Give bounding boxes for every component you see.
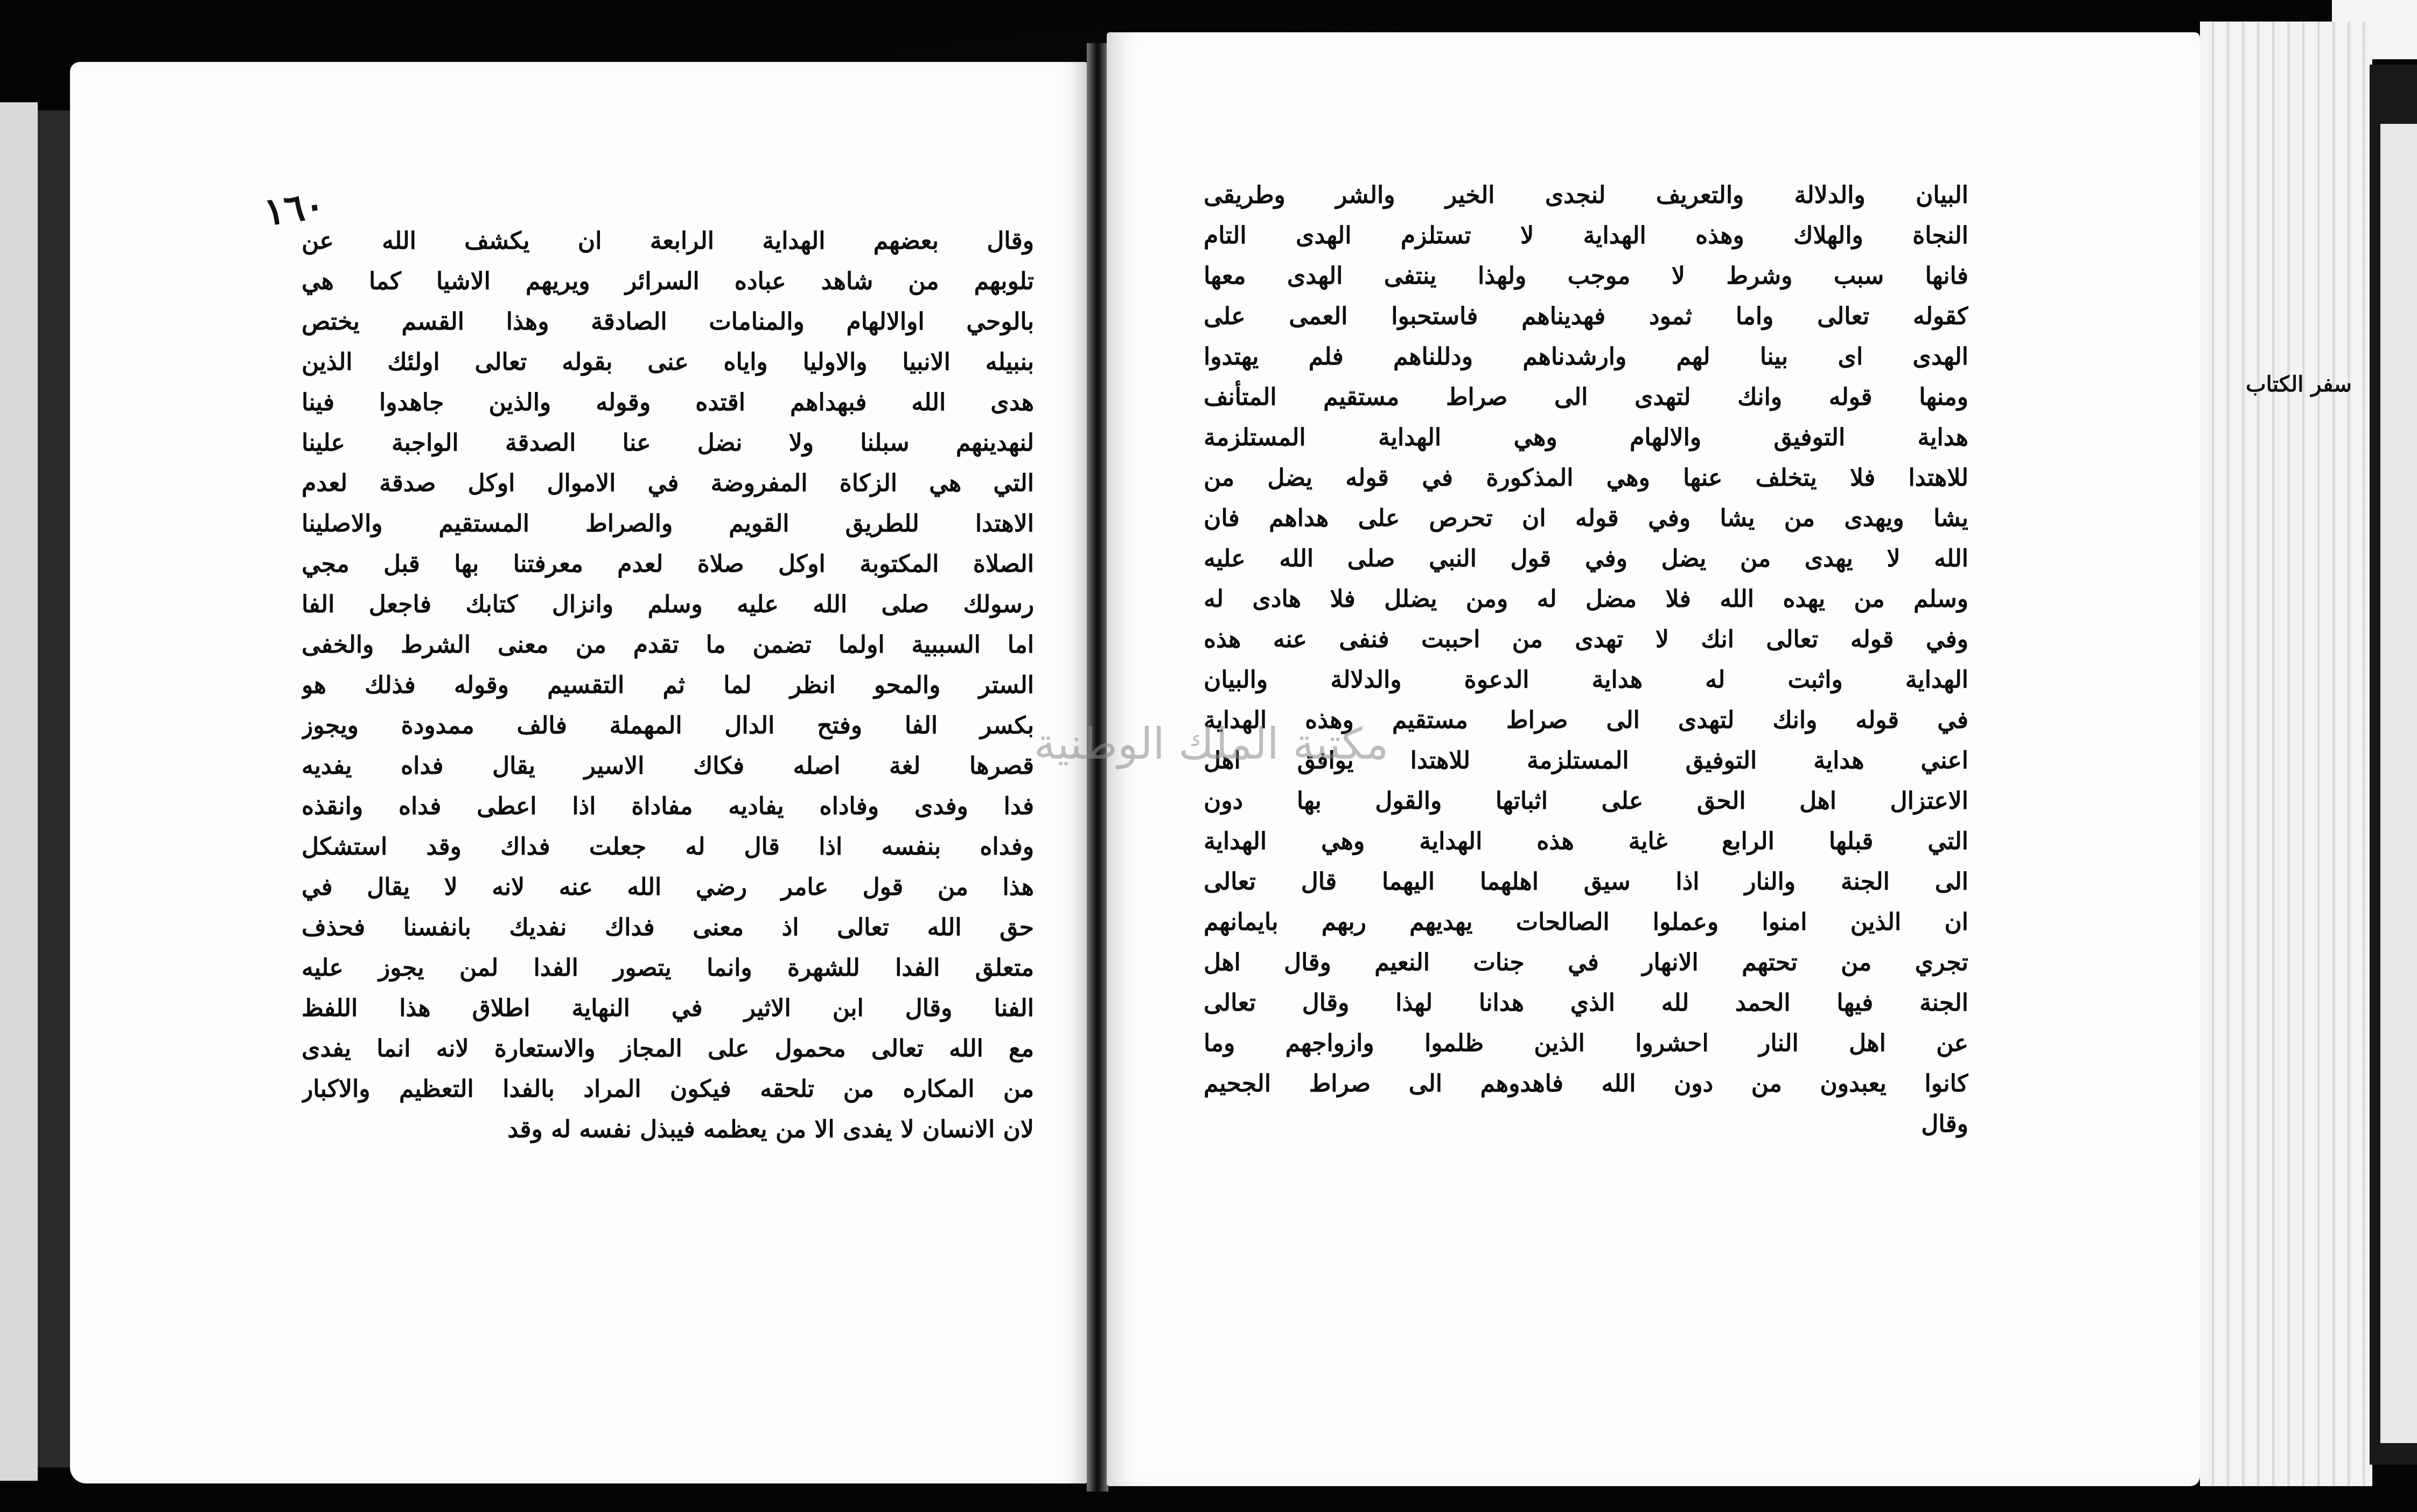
manuscript-line: النجاة والهلاك وهذه الهداية لا تستلزم الهدى التام (1204, 222, 1968, 249)
manuscript-line: اما السببية اولما تضمن ما تقدم من معنى الشرط والخفى (302, 631, 1034, 659)
manuscript-line: بكسر الفا وفتح الدال المهملة فالف ممدودة ويجوز (302, 712, 1034, 739)
manuscript-line: البيان والدلالة والتعريف لنجدى الخير والشر وطريقى (1204, 181, 1968, 209)
manuscript-line: للاهتدا فلا يتخلف عنها وهي المذكورة في قوله يضل من (1204, 464, 1968, 492)
manuscript-line: من المكاره من تلحقه فيكون المراد بالفدا التعظيم والاكبار (302, 1075, 1034, 1103)
left-page-text (302, 221, 1034, 1150)
manuscript-line: مع الله تعالى محمول على المجاز والاستعارة لانه انما يفدى (302, 1035, 1034, 1062)
folio-number: ١٦٠ (261, 181, 328, 235)
manuscript-line: الستر والمحو انظر لما ثم التقسيم وقوله فذلك هو (302, 671, 1034, 699)
manuscript-line: كانوا يعبدون من دون الله فاهدوهم الى صراط الجحيم (1204, 1070, 1968, 1097)
manuscript-line: ومنها قوله وانك لتهدى الى صراط مستقيم المتأنف (1204, 383, 1968, 411)
loose-leaf-right (2380, 124, 2417, 1443)
book-cover-edge-left (0, 102, 38, 1481)
manuscript-line: الهداية واثبت له هداية الدعوة والدلالة والبيان (1204, 666, 1968, 694)
manuscript-line: وفي قوله تعالى انك لا تهدى من احببت فنفى عنه هذه (1204, 626, 1968, 653)
manuscript-line: الاهتدا للطريق القويم والصراط المستقيم والاصلينا (302, 510, 1034, 537)
manuscript-line: ان الذين امنوا وعملوا الصالحات يهديهم ربهم بايمانهم (1204, 908, 1968, 936)
manuscript-line: وقال بعضهم الهداية الرابعة ان يكشف الله عن (302, 227, 1034, 255)
manuscript-line: الصلاة المكتوبة اوكل صلاة لعدم معرفتنا بها قبل مجي (302, 550, 1034, 578)
manuscript-line: بنبيله الانبيا والاوليا واياه عنى بقوله تعالى اولئك الذين (302, 348, 1034, 376)
manuscript-line: فدا وفدى وفاداه يفاديه مفاداة اذا اعطى فداه وانقذه (302, 793, 1034, 820)
book-spine-shadow-left (38, 110, 70, 1467)
manuscript-line: هذا من قول عامر رضي الله عنه لانه لا يقال في (302, 873, 1034, 901)
manuscript-line: وقال (1921, 1110, 1968, 1138)
manuscript-line: بالوحي اوالالهام والمنامات الصادقة وهذا القسم يختص (302, 308, 1034, 335)
manuscript-line: في قوله وانك لتهدى الى صراط مستقيم وهذه الهداية (1204, 706, 1968, 734)
manuscript-line: وسلم من يهده الله فلا مضل له ومن يضلل فلا هادى له (1204, 585, 1968, 613)
manuscript-line: كقوله تعالى واما ثمود فهديناهم فاستحبوا العمى على (1204, 303, 1968, 330)
manuscript-line: يشا ويهدى من يشا وفي قوله ان تحرص على هداهم فان (1204, 505, 1968, 532)
library-watermark: مكتبة الملك الوطنية (1034, 719, 1389, 769)
manuscript-line: الاعتزال اهل الحق على اثباتها والقول بها دون (1204, 787, 1968, 815)
manuscript-line: رسولك صلى الله عليه وسلم وانزال كتابك فاجعل الفا (302, 591, 1034, 618)
manuscript-line: عن اهل النار احشروا الذين ظلموا وازواجهم وما (1204, 1030, 1968, 1057)
manuscript-line: اعني هداية التوفيق المستلزمة للاهتدا يوافق اهل (1204, 747, 1968, 774)
manuscript-line: قصرها لغة اصله فكاك الاسير يقال فداه يفديه (302, 752, 1034, 780)
margin-note: سفر الكتاب (2246, 372, 2352, 397)
manuscript-line: تلوبهم من شاهد عباده السرائر ويريهم الاشيا كما هي (302, 268, 1034, 295)
manuscript-line: التي هي الزكاة المفروضة في الاموال اوكل صدقة لعدم (302, 470, 1034, 497)
manuscript-line: الفنا وقال ابن الاثير في النهاية اطلاق هذا اللفظ (302, 995, 1034, 1022)
manuscript-line: هداية التوفيق والالهام وهي الهداية المستلزمة (1204, 424, 1968, 451)
manuscript-line: تجري من تحتهم الانهار في جنات النعيم وقال اهل (1204, 949, 1968, 976)
right-page-text (1204, 175, 1968, 1144)
manuscript-line: الى الجنة والنار اذا سيق اهلهما اليهما قال تعالى (1204, 868, 1968, 895)
manuscript-line: لنهدينهم سبلنا ولا نضل عنا الصدقة الواجبة علينا (302, 429, 1034, 457)
page-fore-edges (2200, 22, 2372, 1486)
manuscript-line: حق الله تعالى اذ معنى فداك نفديك بانفسنا فحذف (302, 914, 1034, 941)
manuscript-line: لان الانسان لا يفدى الا من يعظمه فيبذل نفسه له وقد (507, 1116, 1034, 1143)
manuscript-line: الهدى اى بينا لهم وارشدناهم ودللناهم فلم يهتدوا (1204, 343, 1968, 370)
manuscript-line: فانها سبب وشرط لا موجب ولهذا ينتفى الهدى معها (1204, 262, 1968, 290)
manuscript-line: وفداه بنفسه اذا قال له جعلت فداك وقد استشكل (302, 833, 1034, 860)
manuscript-line: الله لا يهدى من يضل وفي قول النبي صلى الله عليه (1204, 545, 1968, 572)
manuscript-line: التي قبلها الرابع غاية هذه الهداية وهي الهداية (1204, 828, 1968, 855)
manuscript-line: متعلق الفدا للشهرة وانما يتصور الفدا لمن يجوز عليه (302, 954, 1034, 982)
manuscript-line: هدى الله فبهداهم اقتده وقوله والذين جاهدوا فينا (302, 389, 1034, 416)
manuscript-line: الجنة فيها الحمد لله الذي هدانا لهذا وقال تعالى (1204, 989, 1968, 1017)
